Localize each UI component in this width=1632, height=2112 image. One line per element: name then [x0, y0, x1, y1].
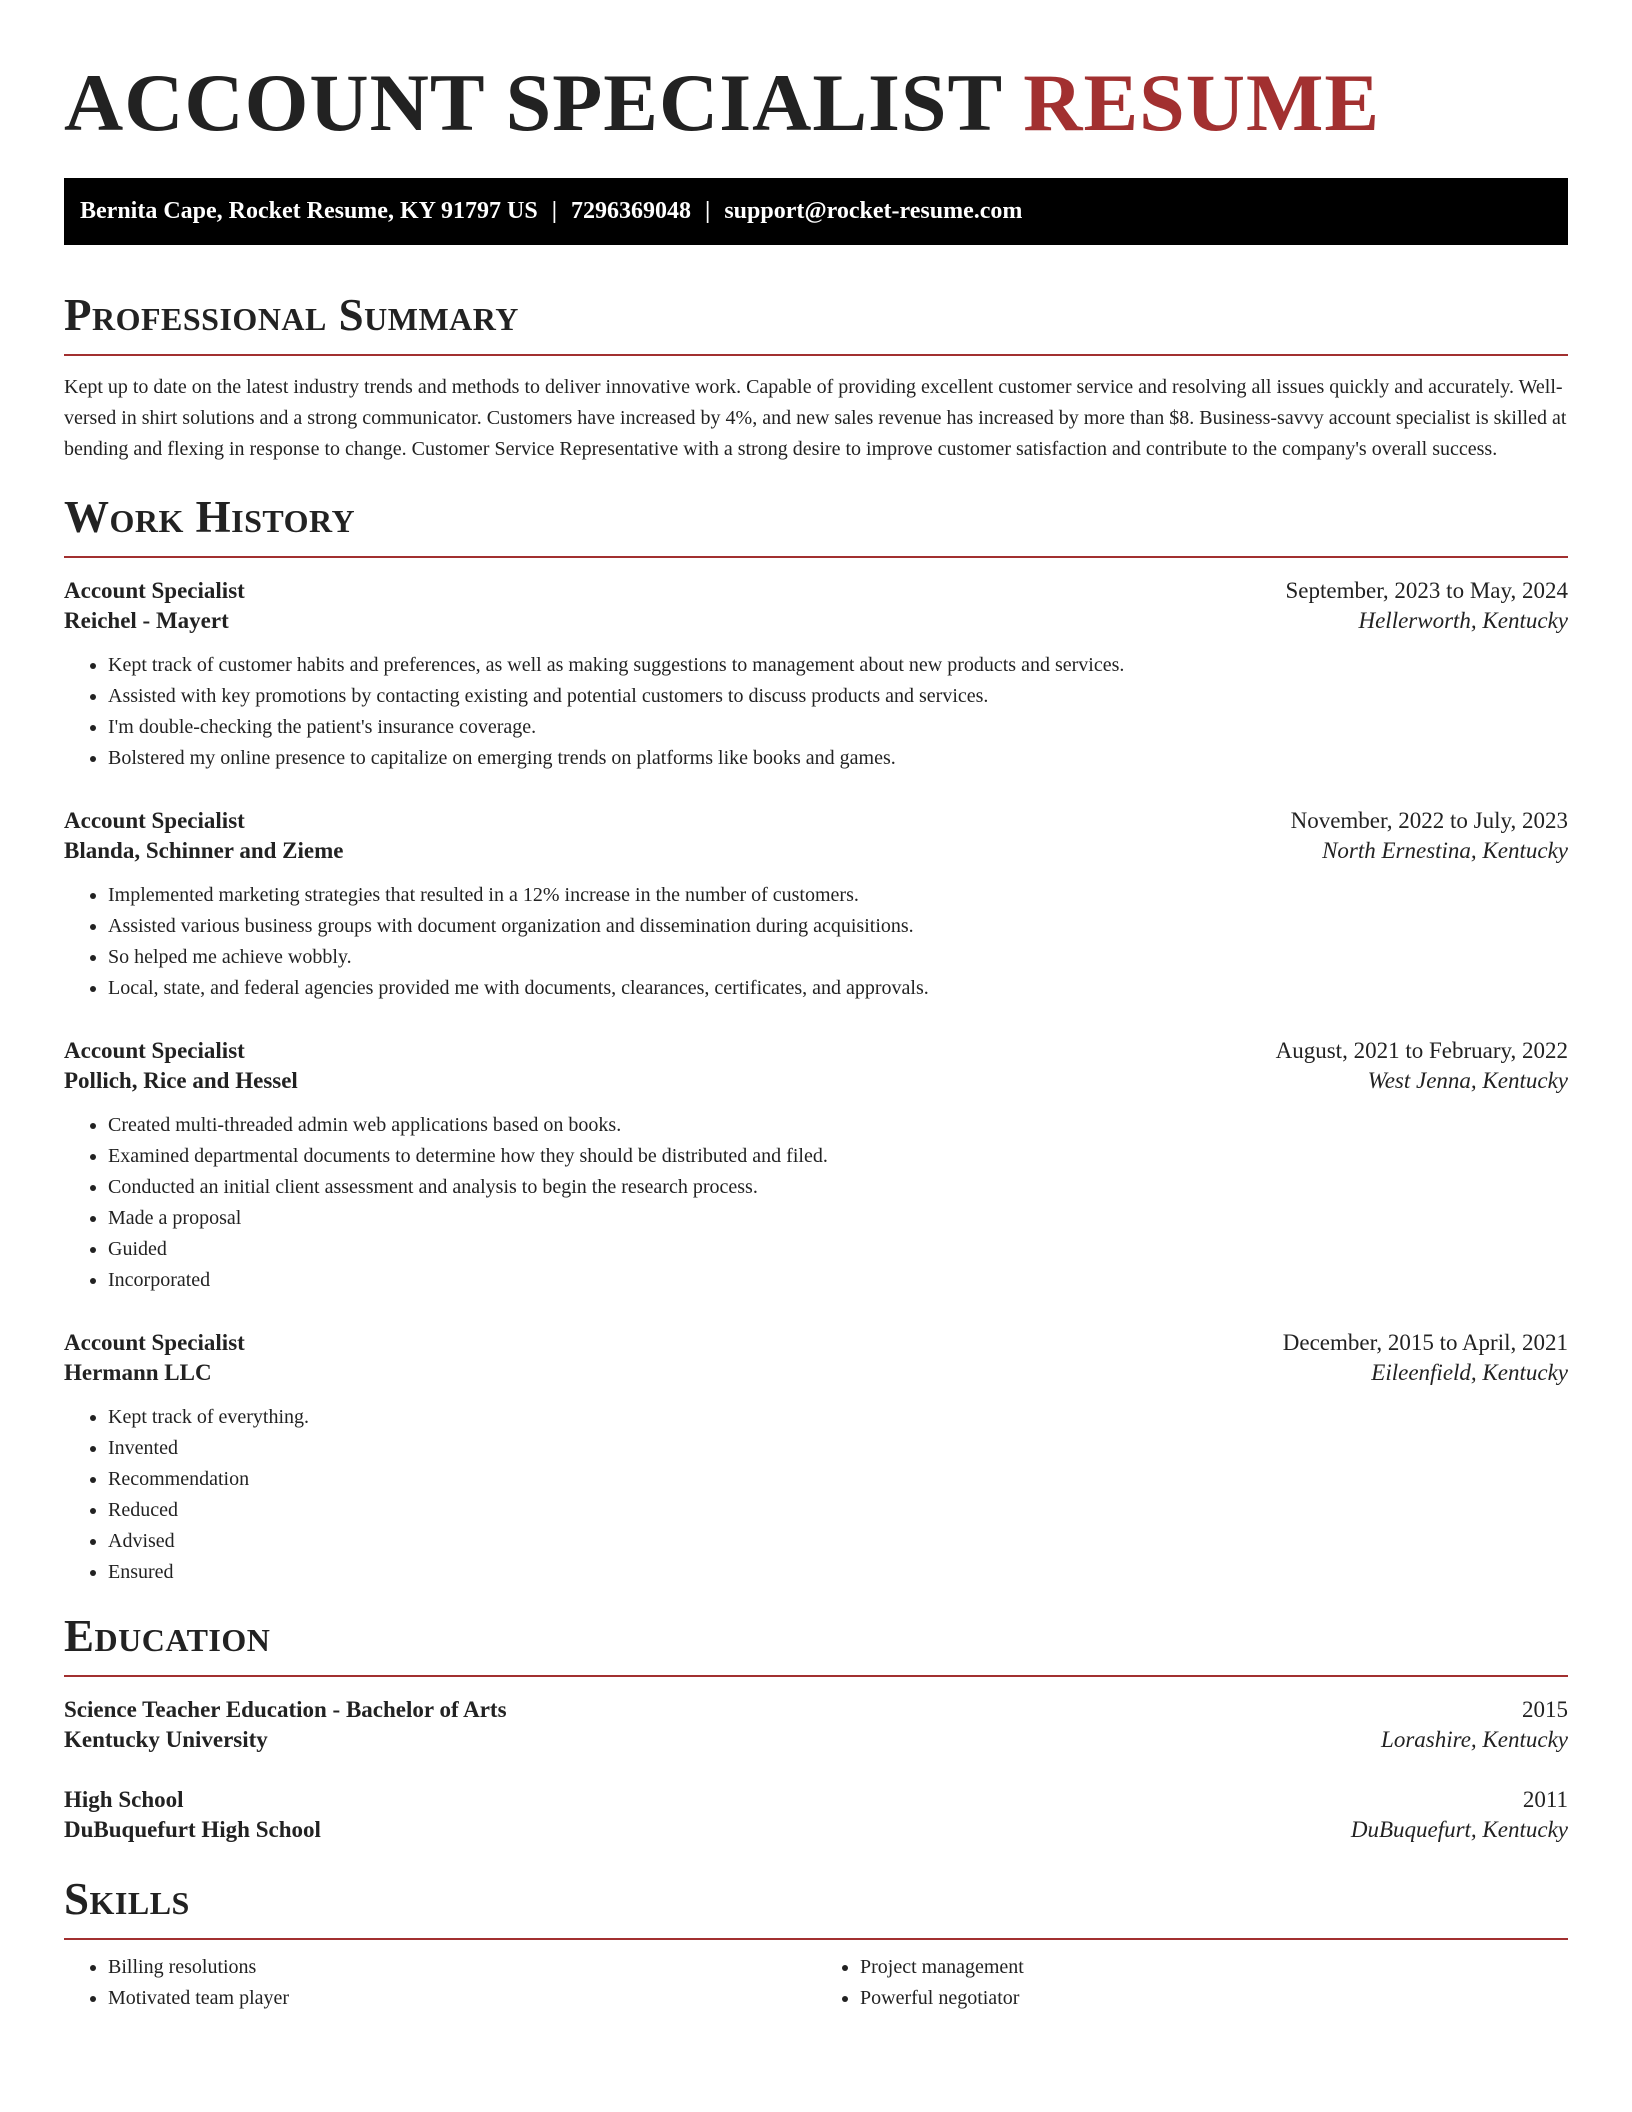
skills-list-left [64, 1952, 816, 2014]
education-section [64, 1611, 1568, 1843]
list-item: • Created multi-threaded admin web applications based on books. [108, 1110, 1568, 1141]
list-item: • Ensured [108, 1557, 1568, 1588]
education-entry [64, 1697, 1568, 1753]
list-item: • Local, state, and federal agencies provided me with documents, clearances, certificates, and approvals. [108, 973, 1568, 1004]
job-entry [64, 578, 1568, 774]
section-divider [64, 1938, 1568, 1940]
education-year: 2015 [1522, 1697, 1568, 1722]
section-divider [64, 354, 1568, 356]
job-entry [64, 808, 1568, 1004]
list-item: • Assisted with key promotions by contacting existing and potential customers to discuss products and services. [108, 681, 1568, 712]
job-dates: December, 2015 to April, 2021 [1282, 1330, 1568, 1355]
education-degree: Science Teacher Education - Bachelor of Arts [64, 1697, 507, 1722]
list-item: • Guided [108, 1234, 1568, 1265]
title-main: ACCOUNT SPECIALIST [64, 57, 1002, 148]
list-item: • Motivated team player [108, 1983, 816, 2014]
work-history-section [64, 492, 1568, 1588]
job-location: West Jenna, Kentucky [1367, 1068, 1568, 1093]
job-company: Hermann LLC [64, 1360, 212, 1385]
list-item: • I'm double-checking the patient's insurance coverage. [108, 712, 1568, 743]
job-company: Pollich, Rice and Hessel [64, 1068, 298, 1093]
job-dates: September, 2023 to May, 2024 [1285, 578, 1568, 603]
list-item: • Incorporated [108, 1265, 1568, 1296]
contact-address: Bernita Cape, Rocket Resume, KY 91797 US [80, 198, 538, 224]
job-entry [64, 1330, 1568, 1588]
list-item: • Implemented marketing strategies that resulted in a 12% increase in the number of customers. [108, 880, 1568, 911]
job-dates: August, 2021 to February, 2022 [1275, 1038, 1568, 1063]
skills-columns [64, 1952, 1568, 2014]
education-school: Kentucky University [64, 1727, 268, 1752]
contact-phone: 7296369048 [571, 198, 692, 224]
skills-section [64, 1874, 1568, 2014]
job-title: Account Specialist [64, 808, 245, 833]
summary-heading: Professional Summary [64, 290, 519, 340]
list-item: • Invented [108, 1433, 1568, 1464]
section-divider [64, 556, 1568, 558]
skills-heading: Skills [64, 1874, 190, 1924]
summary-text: Kept up to date on the latest industry trends and methods to deliver innovative work. Capable of providing excellent customer service and resolving all issues quickly and accurately. Well-versed in shirt solutions and a strong communicator. Customers have increased by 4%, and new sales revenue has increased by more than $8. Business-savvy account specialist is skilled at bending and flexing in response to change. Customer Service Representative with a strong desire to improve customer satisfaction and contribute to the company's overall success. [64, 376, 1567, 460]
education-year: 2011 [1522, 1787, 1568, 1812]
education-degree: High School [64, 1787, 184, 1812]
job-dates: November, 2022 to July, 2023 [1290, 808, 1568, 833]
education-location: DuBuquefurt, Kentucky [1350, 1817, 1568, 1842]
resume-title [64, 57, 1568, 148]
job-location: Hellerworth, Kentucky [1358, 608, 1568, 633]
job-title: Account Specialist [64, 1330, 245, 1355]
section-divider [64, 1675, 1568, 1677]
list-item: • Assisted various business groups with document organization and dissemination during acquisitions. [108, 911, 1568, 942]
education-heading: Education [64, 1611, 271, 1661]
contact-bar [64, 178, 1568, 245]
contact-separator: | [551, 198, 558, 224]
job-location: North Ernestina, Kentucky [1322, 838, 1568, 863]
summary-section [64, 290, 1568, 465]
job-bullets [64, 650, 1568, 774]
job-bullets [64, 1110, 1568, 1296]
job-bullets [64, 1402, 1568, 1588]
list-item: • Kept track of customer habits and preferences, as well as making suggestions to management about new products and services. [108, 650, 1568, 681]
contact-separator: | [705, 198, 711, 224]
contact-email: support@rocket-resume.com [724, 198, 1023, 224]
education-location: Lorashire, Kentucky [1381, 1727, 1568, 1752]
list-item: • Made a proposal [108, 1203, 1568, 1234]
list-item: • Billing resolutions [108, 1952, 816, 1983]
title-accent: RESUME [1023, 57, 1381, 148]
education-entry [64, 1787, 1568, 1843]
job-entry [64, 1038, 1568, 1296]
list-item: • Kept track of everything. [108, 1402, 1568, 1433]
job-title: Account Specialist [64, 578, 245, 603]
job-company: Blanda, Schinner and Zieme [64, 838, 344, 863]
work-history-heading: Work History [64, 492, 356, 542]
skills-list-right [816, 1952, 1568, 2014]
education-school: DuBuquefurt High School [64, 1817, 321, 1842]
list-item: • Reduced [108, 1495, 1568, 1526]
list-item: • So helped me achieve wobbly. [108, 942, 1568, 973]
list-item: • Examined departmental documents to determine how they should be distributed and filed. [108, 1141, 1568, 1172]
job-bullets [64, 880, 1568, 1004]
job-location: Eileenfield, Kentucky [1371, 1360, 1568, 1385]
list-item: • Bolstered my online presence to capitalize on emerging trends on platforms like books and games. [108, 743, 1568, 774]
list-item: • Advised [108, 1526, 1568, 1557]
list-item: • Recommendation [108, 1464, 1568, 1495]
list-item: • Powerful negotiator [860, 1983, 1568, 2014]
job-title: Account Specialist [64, 1038, 245, 1063]
job-company: Reichel - Mayert [64, 608, 229, 633]
list-item: • Project management [860, 1952, 1568, 1983]
list-item: • Conducted an initial client assessment and analysis to begin the research process. [108, 1172, 1568, 1203]
